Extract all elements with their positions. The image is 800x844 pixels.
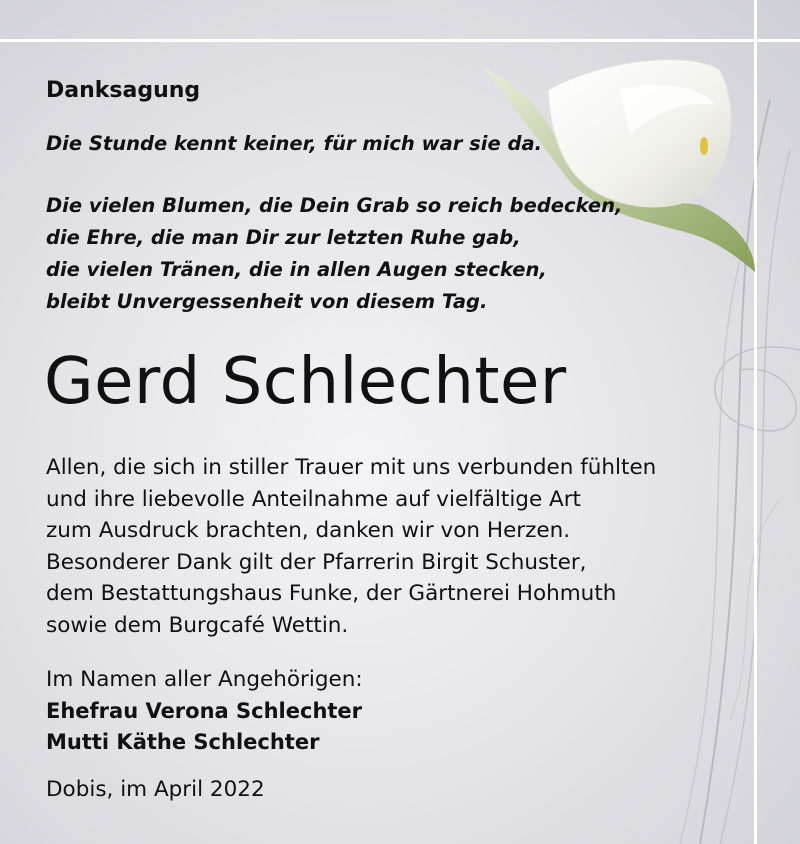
thanks-line: zum Ausdruck brachten, danken wir von Herzen.	[46, 518, 571, 543]
verse-block	[46, 190, 622, 318]
verse-line: die Ehre, die man Dir zur letzten Ruhe gab,	[46, 226, 521, 249]
verse-line: die vielen Tränen, die in allen Augen stecken,	[46, 258, 547, 281]
thanks-line: sowie dem Burgcafé Wettin.	[46, 612, 349, 638]
deceased-name: Gerd Schlechter	[44, 345, 567, 419]
verse-opening: Die Stunde kennt keiner, für mich war sie da.	[46, 132, 543, 155]
verse-line: bleibt Unvergessenheit von diesem Tag.	[46, 290, 488, 313]
verse-line: Die vielen Blumen, die Dein Grab so reich bedecken,	[46, 194, 623, 217]
page-heading: Danksagung	[46, 78, 201, 103]
thanks-paragraph	[46, 452, 656, 641]
signoff-block	[46, 664, 363, 759]
frame-line-horizontal	[0, 39, 800, 42]
signer-name: Ehefrau Verona Schlechter	[46, 698, 363, 723]
signer-name: Mutti Käthe Schlechter	[46, 730, 320, 754]
signoff-intro: Im Namen aller Angehörigen:	[46, 667, 363, 692]
place-date: Dobis, im April 2022	[46, 777, 265, 802]
thanks-line: Besonderer Dank gilt der Pfarrerin Birgit Schuster,	[46, 549, 587, 575]
thanks-line: und ihre liebevolle Anteilnahme auf vielfältige Art	[46, 486, 581, 512]
thanks-line: dem Bestattungshaus Funke, der Gärtnerei Hohmuth	[46, 581, 617, 606]
thanks-line: Allen, die sich in stiller Trauer mit uns verbunden fühlten	[46, 455, 657, 480]
